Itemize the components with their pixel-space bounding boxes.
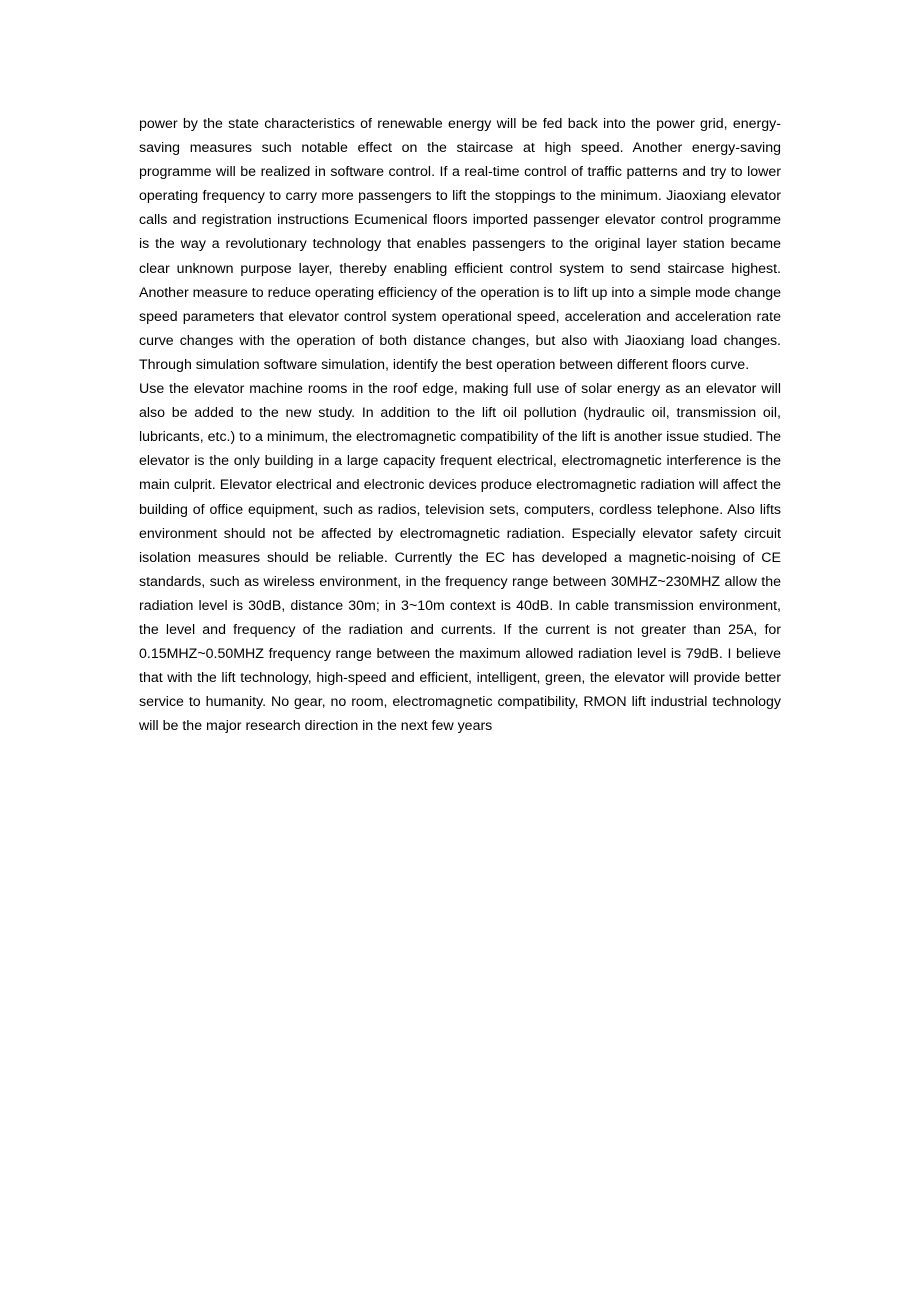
body-text — [139, 112, 781, 738]
paragraph-electromagnetic-compatibility: Use the elevator machine rooms in the roof edge, making full use of solar energy as an elevator will also be added to the new study. In addition to the lift oil pollution (hydraulic oil, transmission oil, lubricants, etc.) to a minimum, the electromagnetic compatibility of the lift is another issue studied. The elevator is the only building in a large capacity frequent electrical, electromagnetic interference is the main culprit. Elevator electrical and electronic devices produce electromagnetic radiation will affect the building of office equipment, such as radios, television sets, computers, cordless telephone. Also lifts environment should not be affected by electromagnetic radiation. Especially elevator safety circuit isolation measures should be reliable. Currently the EC has developed a magnetic-noising of CE standards, such as wireless environment, in the frequency range between 30MHZ~230MHZ allow the radiation level is 30dB, distance 30m; in 3~10m context is 40dB. In cable transmission environment, the level and frequency of the radiation and currents. If the current is not greater than 25A, for 0.15MHZ~0.50MHZ frequency range between the maximum allowed radiation level is 79dB. I believe that with the lift technology, high-speed and efficient, intelligent, green, the elevator will provide better service to humanity. No gear, no room, electromagnetic compatibility, RMON lift industrial technology will be the major research direction in the next few years — [139, 381, 781, 735]
paragraph-energy-saving: power by the state characteristics of renewable energy will be fed back into the power grid, energy-saving measures such notable effect on the staircase at high speed. Another energy-saving programme will be realized in software control. If a real-time control of traffic patterns and try to lower operating frequency to carry more passengers to lift the stoppings to the minimum. Jiaoxiang elevator calls and registration instructions Ecumenical floors imported passenger elevator control programme is the way a revolutionary technology that enables passengers to the original layer station became clear unknown purpose layer, thereby enabling efficient control system to send staircase highest. Another measure to reduce operating efficiency of the operation is to lift up into a simple mode change speed parameters that elevator control system operational speed, acceleration and acceleration rate curve changes with the operation of both distance changes, but also with Jiaoxiang load changes. Through simulation software simulation, identify the best operation between different floors curve. — [139, 116, 781, 373]
